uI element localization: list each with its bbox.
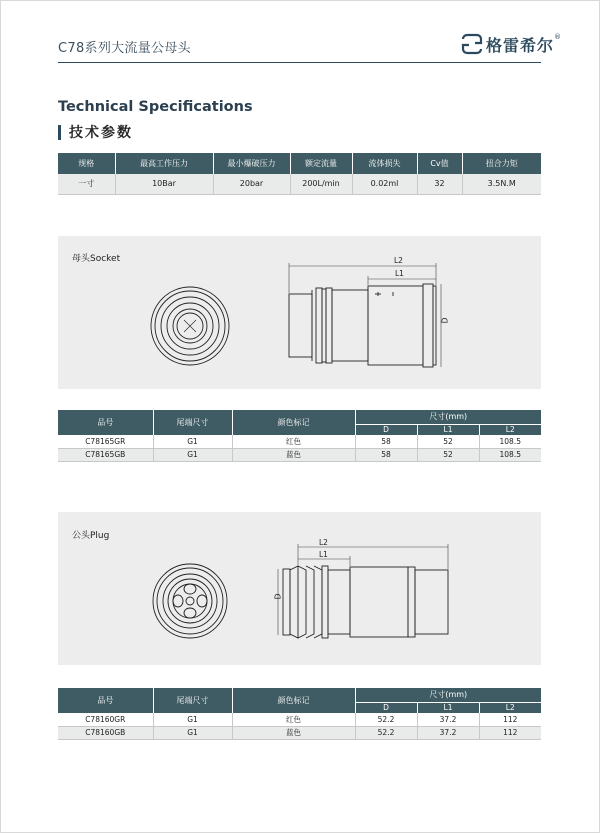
col-l2-header: L2 — [479, 702, 541, 713]
socket-header-row-1 — [58, 410, 541, 424]
cell-color: 蓝色 — [232, 726, 355, 739]
cell-d: 52.2 — [355, 726, 417, 739]
cell-l2: 112 — [479, 726, 541, 739]
cell-color: 红色 — [232, 713, 355, 726]
plug-side-view — [283, 566, 448, 638]
col-d-header: D — [355, 424, 417, 435]
col-size-header: 尺寸(mm) — [355, 688, 541, 702]
section-title-cn-wrap — [58, 122, 133, 142]
cell-d: 58 — [355, 448, 417, 461]
cell-l2: 108.5 — [479, 435, 541, 448]
col-thread-header: 尾端尺寸 — [153, 688, 232, 713]
cell-color: 蓝色 — [232, 448, 355, 461]
spec-cell: 10Bar — [115, 174, 213, 194]
table-row — [58, 726, 541, 739]
socket-dim-l2: L2 — [394, 256, 403, 265]
spec-row — [58, 174, 541, 194]
spec-cell: 32 — [417, 174, 462, 194]
spec-header: 最高工作压力 — [115, 153, 213, 174]
spec-header: 最小爆破压力 — [213, 153, 290, 174]
table-row — [58, 713, 541, 726]
socket-drawing-panel — [58, 236, 541, 389]
plug-header-row-1 — [58, 688, 541, 702]
socket-table — [58, 410, 541, 462]
col-model-header: 品号 — [58, 410, 153, 435]
cell-l1: 52 — [417, 435, 479, 448]
spec-header: 扭合力矩 — [462, 153, 541, 174]
cell-color: 红色 — [232, 435, 355, 448]
cell-l1: 37.2 — [417, 726, 479, 739]
col-l2-header: L2 — [479, 424, 541, 435]
socket-front-view — [151, 287, 229, 365]
col-size-header: 尺寸(mm) — [355, 410, 541, 424]
cell-thread: G1 — [153, 713, 232, 726]
socket-side-view — [289, 284, 436, 367]
section-title-cn: 技术参数 — [69, 125, 133, 141]
spec-header: 流体损失 — [352, 153, 417, 174]
cell-thread: G1 — [153, 435, 232, 448]
cell-thread: G1 — [153, 726, 232, 739]
col-l1-header: L1 — [417, 702, 479, 713]
col-thread-header: 尾端尺寸 — [153, 410, 232, 435]
plug-dim-l2: L2 — [319, 538, 328, 547]
cell-l2: 112 — [479, 713, 541, 726]
col-color-header: 颜色标记 — [232, 688, 355, 713]
cell-d: 58 — [355, 435, 417, 448]
spec-cell: 200L/min — [290, 174, 352, 194]
spec-table — [58, 153, 541, 195]
spec-header-row — [58, 153, 541, 174]
header-divider — [58, 62, 541, 63]
spec-cell: 0.02ml — [352, 174, 417, 194]
socket-label: 母头Socket — [72, 254, 121, 264]
col-model-header: 品号 — [58, 688, 153, 713]
spec-cell: 一寸 — [58, 174, 115, 194]
spec-cell: 3.5N.M — [462, 174, 541, 194]
cell-model: C78165GR — [58, 435, 153, 448]
spec-header: 规格 — [58, 153, 115, 174]
table-row — [58, 448, 541, 461]
section-accent-bar — [58, 125, 61, 140]
col-d-header: D — [355, 702, 417, 713]
cell-l1: 37.2 — [417, 713, 479, 726]
socket-dim-l1: L1 — [395, 269, 404, 278]
socket-dim-d: D — [440, 317, 450, 324]
col-color-header: 颜色标记 — [232, 410, 355, 435]
cell-d: 52.2 — [355, 713, 417, 726]
cell-l2: 108.5 — [479, 448, 541, 461]
plug-drawing — [58, 512, 541, 665]
cell-model: C78165GB — [58, 448, 153, 461]
section-title-en: Technical Specifications — [58, 99, 253, 115]
table-row — [58, 435, 541, 448]
logo-icon — [461, 32, 483, 56]
col-l1-header: L1 — [417, 424, 479, 435]
registered-mark: ® — [554, 33, 562, 41]
spec-header: 额定流量 — [290, 153, 352, 174]
plug-dim-l1: L1 — [319, 550, 328, 559]
plug-table — [58, 688, 541, 740]
spec-header: Cv值 — [417, 153, 462, 174]
brand-logo — [461, 32, 561, 56]
plug-front-view — [153, 564, 227, 638]
plug-dimension-lines — [278, 544, 448, 635]
plug-dim-d: D — [273, 593, 283, 600]
cell-model: C78160GB — [58, 726, 153, 739]
cell-l1: 52 — [417, 448, 479, 461]
socket-drawing — [58, 236, 541, 389]
document-title: C78系列大流量公母头 — [58, 41, 191, 56]
plug-drawing-panel — [58, 512, 541, 665]
plug-label: 公头Plug — [72, 531, 110, 541]
logo-text: 格雷希尔 — [486, 35, 555, 55]
cell-model: C78160GR — [58, 713, 153, 726]
cell-thread: G1 — [153, 448, 232, 461]
spec-cell: 20bar — [213, 174, 290, 194]
